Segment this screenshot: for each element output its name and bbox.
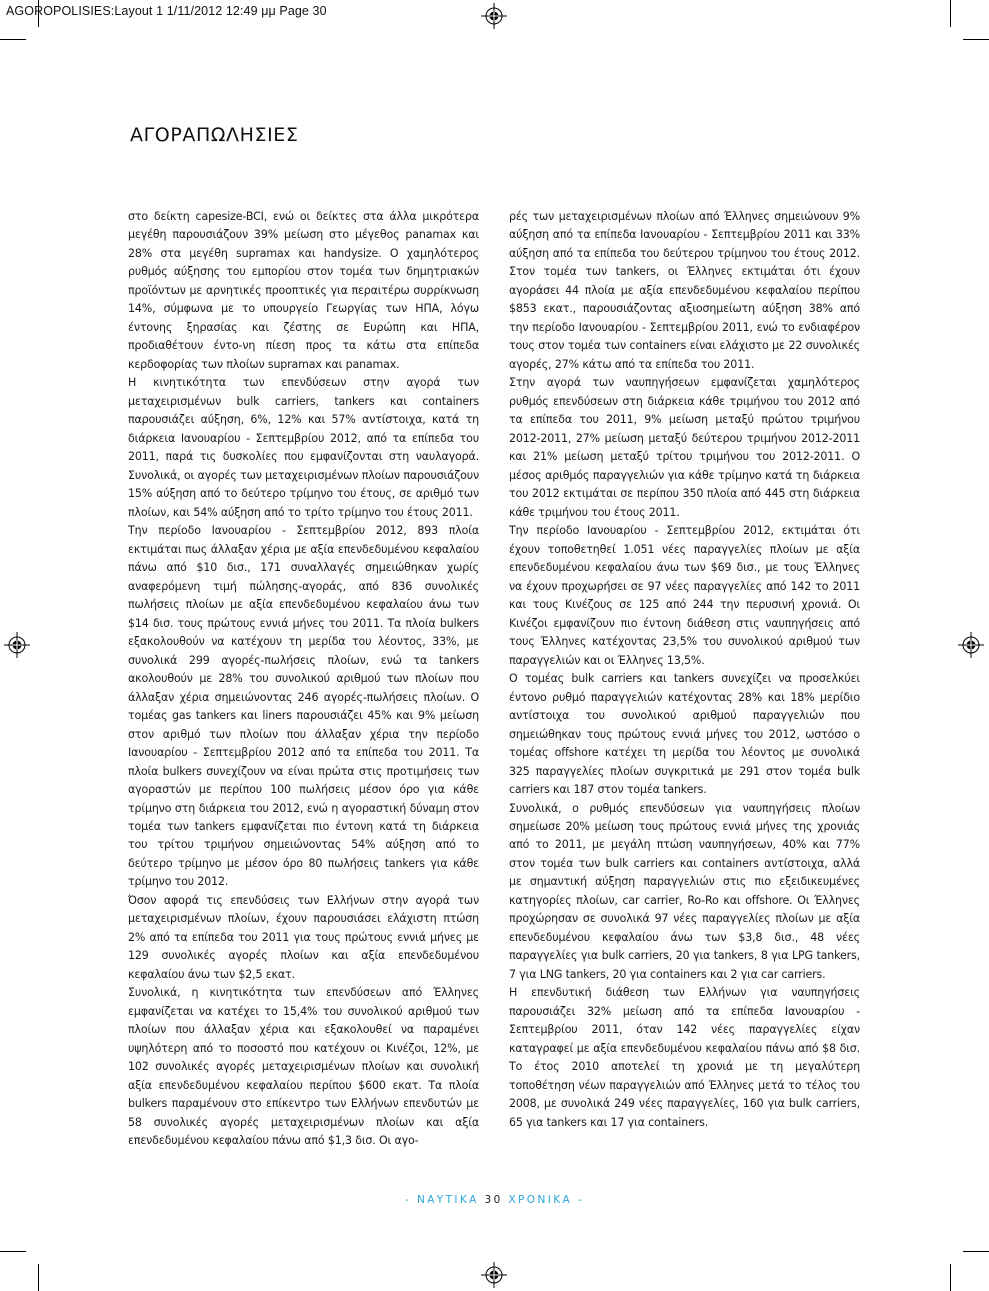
- paragraph: Όσον αφορά τις επενδύσεις των Ελλήνων στην αγορά των μεταχειρισμένων πλοίων, έχουν παρουσιάσει ελάχιστη πτώση 2% από τα επίπεδα του 2011 για τους πρώτους εννιά μήνες με 129 συνολικές αγορές πλοίων και αξία επενδεδυμένου κεφαλαίου άνω των $2,5 εκατ.: [128, 893, 479, 981]
- crop-mark: [0, 39, 26, 40]
- registration-mark-icon: [958, 632, 984, 658]
- crop-mark: [38, 1264, 39, 1291]
- paragraph: ρές των μεταχειρισμένων πλοίων από Έλληνες σημειώνουν 9% αύξηση από τα επίπεδα Ιανουαρίου - Σεπτεμβρίου 2011 και 33% αύξηση από τα επίπεδα του δεύτερου τρίμηνου του έτους 2012. Στον τομέα των tankers, οι Έλληνες εκτιμάται ότι έχουν αγοράσει 44 πλοία με αξία επενδεδυμένου κεφαλαίου περίπου $853 εκατ., παρουσιάζοντας αξιοσημείωτη αύξηση 38% από την περίοδο Ιανουαρίου - Σεπτεμβρίου 2011, ενώ το ενδιαφέρον τους στον τομέα των containers είναι ελάχιστο με 22 συνολικές αγορές, 27% κάτω από τα επίπεδα του 2011.: [509, 210, 860, 371]
- crop-mark: [963, 39, 989, 40]
- footer-brand-right: ΧΡΟΝΙΚΑ: [508, 1194, 573, 1206]
- crop-mark: [950, 0, 951, 27]
- footer-dash: -: [404, 1194, 412, 1206]
- print-slug: AGOROPOLISIES:Layout 1 1/11/2012 12:49 μμ Page 30: [6, 4, 327, 18]
- crop-mark: [0, 1251, 26, 1252]
- paragraph: Η κινητικότητα των επενδύσεων στην αγορά των μεταχειρισμένων bulk carriers, tankers και containers παρουσιάζει αύξηση, 6%, 12% και 57% αντίστοιχα, κατά τη διάρκεια Ιανουαρίου - Σεπτεμβρίου 2012, από τα επίπεδα του 2011, παρά τις δυσκολίες που εμφανίζονται στη ναυλαγορά. Συνολικά, οι αγορές των μεταχειρισμένων πλοίων παρουσιάζουν 15% αύξηση από το δεύτερο τρίμηνο του έτους, σε αριθμό των πλοίων, και 54% αύξηση από το τρίτο τρίμηνο του έτους 2011.: [128, 376, 479, 519]
- registration-mark-icon: [481, 1262, 507, 1288]
- footer-dash: -: [577, 1194, 585, 1206]
- paragraph: Συνολικά, η κινητικότητα των επενδύσεων από Έλληνες εμφανίζεται να κατέχει το 15,4% του συνολικού αριθμού των πλοίων που άλλαξαν χέρια και εξακολουθεί να παραμένει υψηλότερη από το ποσοστό που κατέχουν οι Κινέζοι, 12%, με 102 συνολικές αγορές μεταχειρισμένων πλοίων και συνολική αξία επενδεδυμένου κεφαλαίου περίπου $600 εκατ. Τα πλοία bulkers παραμένουν στο επίκεντρο των Ελλήνων επενδυτών με 58 συνολικές αγορές μεταχειρισμένων πλοίων και αξία επενδεδυμένου κεφαλαίου πάνω από $1,3 δισ. Οι αγο-: [128, 986, 479, 1148]
- paragraph: Ο τομέας bulk carriers και tankers συνεχίζει να προσελκύει έντονο ρυθμό παραγγελιών κατέχοντας 28% και 18% μερίδιο αντίστοιχα του συνολικού αριθμού παραγγελιών που σημειώθηκαν τους πρώτους εννιά μήνες του 2012, ωστόσο ο τομέας offshore κατέχει τη μερίδα του λέοντος με συνολικά 325 παραγγελίες πλοίων συγκριτικά με 291 στον τομέα bulk carriers και 187 στον τομέα tankers.: [509, 672, 860, 797]
- crop-mark: [950, 1264, 951, 1291]
- paragraph: Την περίοδο Ιανουαρίου - Σεπτεμβρίου 2012, εκτιμάται ότι έχουν τοποθετηθεί 1.051 νέες παραγγελίες πλοίων με αξία επενδεδυμένου κεφαλαίου άνω των $69 δισ., με τους Έλληνες να έχουν προχωρήσει σε 97 νέες παραγγελίες από 142 το 2011 και τους Κινέζους σε 125 από 244 την περυσινή χρονιά. Οι Κινέζοι εμφανίζουν πιο έντονη διάθεση στις ναυπηγήσεις από τους Έλληνες κατέχοντας 23,5% του συνολικού αριθμού των παραγγελιών και οι Έλληνες 13,5%.: [509, 524, 860, 667]
- page-footer: [0, 1194, 989, 1206]
- footer-brand-left: ΝΑΥΤΙΚΑ: [416, 1194, 479, 1206]
- registration-mark-icon: [4, 632, 30, 658]
- paragraph: στο δείκτη capesize-BCI, ενώ οι δείκτες στα άλλα μικρότερα μεγέθη παρουσιάζουν 39% μείωση στο μέγεθος panamax και 28% στα μεγέθη supramax και handysize. Ο χαμηλότερος ρυθμός αύξησης του εμπορίου στον τομέα των δημητριακών προϊόντων με αρνητικές προοπτικές για περαιτέρω συρρίκνωση 14%, σύμφωνα με το υπουργείο Γεωργίας των ΗΠΑ, λόγω έντονης ξηρασίας και ζέστης σε Ευρώπη και ΗΠΑ, προδιαθέτουν έντο-νη πίεση προς τα κάτω στα επίπεδα κερδοφορίας των πλοίων supramax και panamax.: [128, 210, 479, 371]
- left-column: [128, 208, 479, 1151]
- registration-mark-icon: [481, 3, 507, 29]
- crop-mark: [963, 1251, 989, 1252]
- paragraph: Στην αγορά των ναυπηγήσεων εμφανίζεται χαμηλότερος ρυθμός επενδύσεων στη διάρκεια κάθε τριμήνου του 2012 από τα επίπεδα του 2011, 9% μείωση μεταξύ πρώτου τριμήνου 2012-2011, 27% μείωση μεταξύ δεύτερου τριμήνου 2012-2011 και 21% μείωση μεταξύ τρίτου τριμήνου του 2012-2011. Ο μέσος αριθμός παραγγελιών για κάθε τρίμηνο κατά τη διάρκεια του 2012 εκτιμάται σε περίπου 350 πλοία από 445 στη διάρκεια κάθε τριμήνου του έτους 2011.: [509, 376, 860, 519]
- section-title: ΑΓΟΡΑΠΩΛΗΣΙΕΣ: [130, 124, 299, 146]
- paragraph: Η επενδυτική διάθεση των Ελλήνων για ναυπηγήσεις παρουσιάζει 32% μείωση από τα επίπεδα Ιανουαρίου - Σεπτεμβρίου 2011, όταν 142 νέες παραγγελίες είχαν καταγραφεί με αξία επενδεδυμένου κεφαλαίου πάνω από $8 δισ. Το έτος 2010 αποτελεί τη χρονιά με τη μεγαλύτερη τοποθέτηση νέων παραγγελιών από Έλληνες μετά το τέλος του 2008, με συνολικά 249 νέες παραγγελίες, 160 για bulk carriers, 65 για tankers και 17 για containers.: [509, 986, 860, 1129]
- page-number: 30: [484, 1194, 503, 1206]
- right-column: [509, 208, 860, 1132]
- paragraph: Συνολικά, ο ρυθμός επενδύσεων για ναυπηγήσεις πλοίων σημείωσε 20% μείωση τους πρώτους εννιά μήνες της χρονιάς από το 2011, με μεγάλη πτώση ναυπηγήσεων, 40% και 77% στον τομέα των bulk carriers και containers αντίστοιχα, αλλά με σημαντική αύξηση παραγγελιών στις πιο εξειδικευμένες κατηγορίες πλοίων, car carrier, Ro-Ro και offshore. Οι Έλληνες προχώρησαν σε συνολικά 97 νέες παραγγελίες πλοίων με αξία επενδεδυμένου κεφαλαίου άνω των $3,8 δισ., 48 νέες παραγγελίες για bulk carriers, 20 για tankers, 8 για LPG tankers, 7 για LNG tankers, 20 για containers και 2 για car carriers.: [509, 801, 860, 981]
- paragraph: Την περίοδο Ιανουαρίου - Σεπτεμβρίου 2012, 893 πλοία εκτιμάται πως άλλαξαν χέρια με αξία επενδεδυμένου κεφαλαίου πάνω από $10 δισ., 171 συναλλαγές σημειώθηκαν χωρίς αναφερόμενη τιμή πώλησης-αγοράς, από 836 συνολικές πωλήσεις πλοίων με αξία επενδεδυμένου κεφαλαίου άνω των $14 δισ. τους πρώτους εννιά μήνες του 2011. Τα πλοία bulkers εξακολουθούν να κατέχουν τη μερίδα του λέοντος, 33%, με συνολικά 299 αγορές-πωλήσεις πλοίων, ενώ τα tankers ακολουθούν με 28% του συνολικού αριθμού των πλοίων που άλλαξαν χέρια σημειώνοντας 246 αγορές-πωλήσεις πλοίων. Ο τομέας gas tankers και liners παρουσιάζει 45% και 9% μείωση στον αριθμό των πλοίων που άλλαξαν χέρια την περίοδο Ιανουαρίου - Σεπτεμβρίου 2012 από τα επίπεδα του 2011. Τα πλοία bulkers συνεχίζουν να είναι πρώτα στις προτιμήσεις των αγοραστών με περίπου 100 πωλήσεις μέσον όρο για κάθε τρίμηνο στη διάρκεια του 2012, ενώ η αγοραστική δύναμη στον τομέα των tankers εμφανίζεται πιο έντονη κατά τη διάρκεια του τρίτου τριμήνου σημειώνοντας 54% αύξηση από το δεύτερο τρίμηνο με μέσον όρο 80 πωλήσεις tankers για κάθε τρίμηνο του 2012.: [128, 524, 479, 889]
